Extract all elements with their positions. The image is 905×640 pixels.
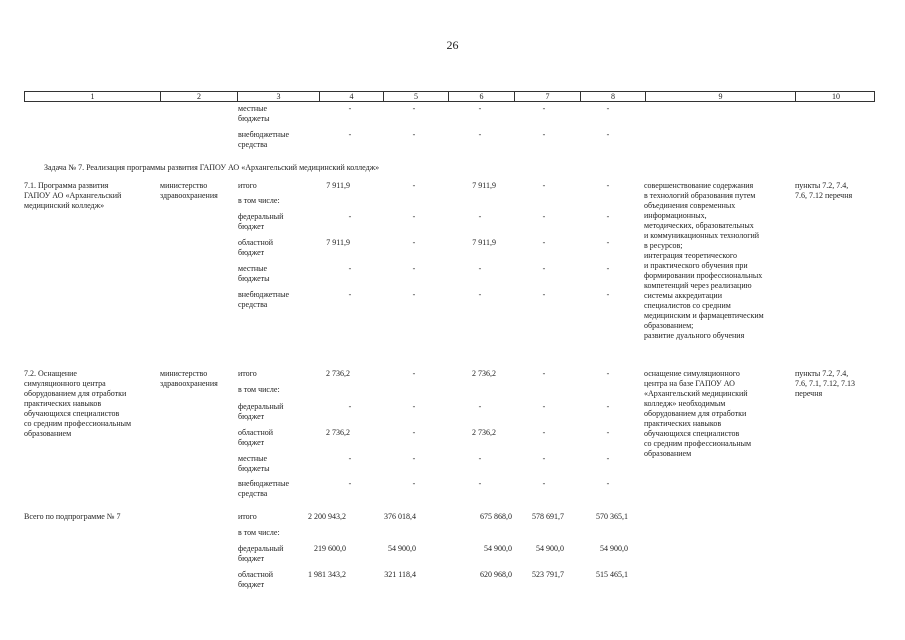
- cell-value: -: [478, 212, 482, 221]
- cell-value: 578 691,7: [532, 512, 564, 521]
- cell-value: -: [542, 181, 546, 190]
- cell-value: -: [478, 130, 482, 139]
- cell-value: -: [542, 454, 546, 463]
- cell-value: 7 911,9: [472, 238, 496, 247]
- cell-value: 54 900,0: [536, 544, 564, 553]
- item-name: 7.2. Оснащение симуляционного центра оборудованием для отработки практических навыков обучающихся специалистов со средним профессиональным образованием: [24, 369, 132, 438]
- header-col-5: 5: [383, 92, 448, 101]
- cell-value: -: [412, 181, 416, 190]
- cell-value: -: [478, 479, 482, 488]
- cell-value: -: [542, 369, 546, 378]
- cell-value: -: [606, 290, 610, 299]
- cell-value: -: [606, 264, 610, 273]
- item-executor: министерство здравоохранения: [160, 181, 218, 200]
- cell-value: -: [606, 479, 610, 488]
- cell-value: 54 900,0: [600, 544, 628, 553]
- header-col-1: 1: [90, 92, 95, 101]
- row-label: федеральный бюджет: [238, 402, 284, 421]
- cell-value: -: [348, 402, 352, 411]
- cell-value: -: [412, 130, 416, 139]
- cell-value: -: [606, 369, 610, 378]
- cell-value: 7 911,9: [472, 181, 496, 190]
- cell-value: 54 900,0: [484, 544, 512, 553]
- row-label: внебюджетные средства: [238, 130, 289, 149]
- cell-value: -: [478, 264, 482, 273]
- row-label: местные бюджеты: [238, 454, 270, 473]
- header-col-2: 2: [160, 92, 237, 101]
- row-label: в том числе:: [238, 385, 280, 394]
- cell-value: -: [348, 212, 352, 221]
- item-name: 7.1. Программа развития ГАПОУ АО «Архангельский медицинский колледж»: [24, 181, 122, 210]
- header-col-7: 7: [514, 92, 580, 101]
- cell-value: -: [412, 104, 416, 113]
- cell-value: -: [542, 238, 546, 247]
- cell-value: 1 981 343,2: [308, 570, 346, 579]
- cell-value: -: [348, 130, 352, 139]
- cell-value: -: [412, 479, 416, 488]
- cell-value: 2 736,2: [326, 428, 350, 437]
- row-label: областной бюджет: [238, 238, 274, 257]
- cell-value: -: [606, 402, 610, 411]
- cell-value: -: [542, 290, 546, 299]
- cell-value: 219 600,0: [314, 544, 346, 553]
- cell-value: -: [542, 264, 546, 273]
- cell-value: -: [348, 104, 352, 113]
- cell-value: -: [542, 104, 546, 113]
- header-col-9: 9: [645, 92, 795, 101]
- cell-value: 2 736,2: [472, 369, 496, 378]
- cell-value: 7 911,9: [326, 181, 350, 190]
- cell-value: -: [542, 212, 546, 221]
- row-label: внебюджетные средства: [238, 479, 289, 498]
- header-col-8: 8: [580, 92, 645, 101]
- row-label: в том числе:: [238, 196, 280, 205]
- cell-value: -: [606, 454, 610, 463]
- row-label: местные бюджеты: [238, 104, 270, 123]
- cell-value: 321 118,4: [384, 570, 416, 579]
- cell-value: 2 736,2: [472, 428, 496, 437]
- cell-value: -: [412, 402, 416, 411]
- item-result: оснащение симуляционного центра на базе ГАПОУ АО «Архангельский медицинский колледж» необходимым оборудованием для отработки практических навыков обучающихся специалистов со средним профессиональным образованием: [644, 369, 752, 458]
- row-label: федеральный бюджет: [238, 212, 284, 231]
- cell-value: 523 791,7: [532, 570, 564, 579]
- item-result: совершенствование содержания в технологий образования путем объединения современных информационных, методических, образовательных и коммуникационных технологий в ресурсов; интеграция теоретического и практического обучения при формировании профессиональных компетенций через реализацию системы аккредитации специалистов со средним медицинским и фармацевтическим образованием; развитие дуального обучения: [644, 181, 764, 340]
- row-label: федеральный бюджет: [238, 544, 284, 563]
- cell-value: -: [348, 454, 352, 463]
- cell-value: 54 900,0: [388, 544, 416, 553]
- cell-value: -: [542, 479, 546, 488]
- cell-value: -: [348, 479, 352, 488]
- row-label: областной бюджет: [238, 428, 274, 447]
- cell-value: -: [542, 130, 546, 139]
- cell-value: -: [412, 212, 416, 221]
- cell-value: 2 200 943,2: [308, 512, 346, 521]
- cell-value: -: [606, 212, 610, 221]
- cell-value: 570 365,1: [596, 512, 628, 521]
- cell-value: 7 911,9: [326, 238, 350, 247]
- cell-value: -: [412, 428, 416, 437]
- row-label: итого: [238, 181, 257, 190]
- page-number: 26: [446, 38, 459, 52]
- row-label: внебюджетные средства: [238, 290, 289, 309]
- header-col-6: 6: [448, 92, 514, 101]
- header-col-10: 10: [795, 92, 876, 101]
- task-title: Задача № 7. Реализация программы развития ГАПОУ АО «Архангельский медицинский колледж»: [44, 163, 380, 172]
- cell-value: -: [606, 130, 610, 139]
- item-indicators: пункты 7.2, 7.4, 7.6, 7.1, 7.12, 7.13 перечня: [795, 369, 855, 398]
- cell-value: -: [412, 454, 416, 463]
- cell-value: -: [478, 290, 482, 299]
- cell-value: -: [412, 238, 416, 247]
- row-label: областной бюджет: [238, 570, 274, 589]
- cell-value: 515 465,1: [596, 570, 628, 579]
- cell-value: -: [478, 454, 482, 463]
- cell-value: 620 968,0: [480, 570, 512, 579]
- cell-value: -: [606, 238, 610, 247]
- total-name: Всего по подпрограмме № 7: [24, 512, 121, 521]
- header-col-4: 4: [319, 92, 383, 101]
- item-indicators: пункты 7.2, 7.4, 7.6, 7.12 перечня: [795, 181, 853, 200]
- cell-value: -: [412, 290, 416, 299]
- cell-value: -: [348, 290, 352, 299]
- cell-value: -: [542, 428, 546, 437]
- cell-value: 2 736,2: [326, 369, 350, 378]
- row-label: итого: [238, 369, 257, 378]
- cell-value: -: [606, 181, 610, 190]
- header-col-3: 3: [237, 92, 319, 101]
- row-label: местные бюджеты: [238, 264, 270, 283]
- cell-value: -: [412, 369, 416, 378]
- cell-value: 675 868,0: [480, 512, 512, 521]
- cell-value: -: [606, 104, 610, 113]
- cell-value: -: [542, 402, 546, 411]
- cell-value: 376 018,4: [384, 512, 416, 521]
- cell-value: -: [478, 104, 482, 113]
- cell-value: -: [606, 428, 610, 437]
- cell-value: -: [412, 264, 416, 273]
- row-label: итого: [238, 512, 257, 521]
- cell-value: -: [478, 402, 482, 411]
- row-label: в том числе:: [238, 528, 280, 537]
- cell-value: -: [348, 264, 352, 273]
- table-header-row: [24, 91, 875, 102]
- item-executor: министерство здравоохранения: [160, 369, 218, 388]
